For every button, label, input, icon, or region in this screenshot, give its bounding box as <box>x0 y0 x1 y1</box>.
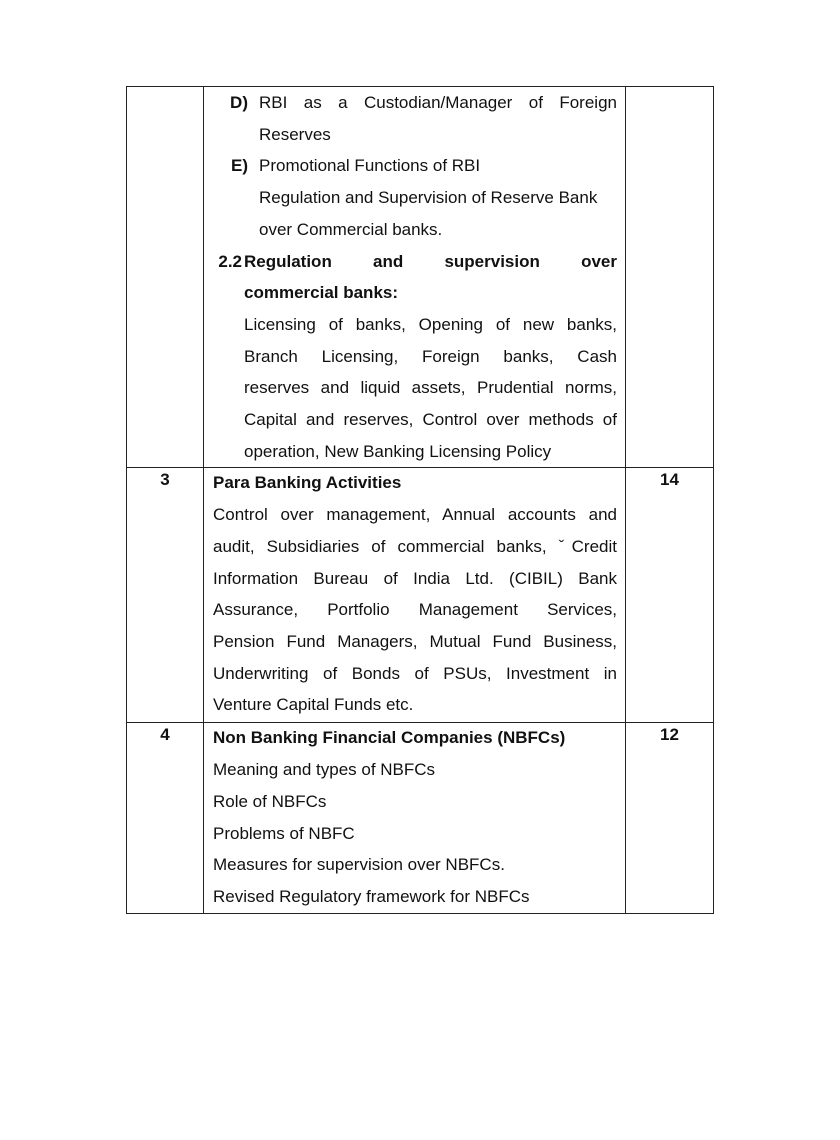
item-text-line: Regulation and Supervision of Reserve Bank <box>259 188 598 208</box>
unit-body-line: Pension Fund Managers, Mutual Fund Business, <box>213 631 617 651</box>
table-row <box>127 87 714 468</box>
lectures-cell <box>626 723 714 914</box>
unit-body-line: Underwriting of Bonds of PSUs, Investment in <box>213 663 617 683</box>
unit-number-cell <box>127 723 204 914</box>
content-cell <box>204 723 626 914</box>
section-heading-line: commercial banks: <box>244 283 399 303</box>
unit-body-line: Information Bureau of India Ltd. (CIBIL) Bank <box>213 568 617 588</box>
content-cell <box>204 468 626 723</box>
unit-title: Para Banking Activities <box>213 473 402 493</box>
table-row <box>127 468 714 723</box>
unit-number-cell <box>127 468 204 723</box>
list-item-d <box>204 87 617 150</box>
section-body-line: Licensing of banks, Opening of new banks, <box>244 314 617 334</box>
section-body-line: Branch Licensing, Foreign banks, Cash <box>244 346 617 366</box>
unit-body-line: Venture Capital Funds etc. <box>213 695 414 715</box>
unit-body-line: Problems of NBFC <box>213 823 355 843</box>
unit-number: 3 <box>160 470 170 490</box>
unit-body-line: Revised Regulatory framework for NBFCs <box>213 886 530 906</box>
unit-body-line: Measures for supervision over NBFCs. <box>213 855 505 875</box>
unit-body-line: Meaning and types of NBFCs <box>213 760 436 780</box>
unit-body-line: audit, Subsidiaries of commercial banks, ˇCredit <box>213 536 617 556</box>
section-number: 2.2 <box>218 251 242 271</box>
item-text-line: over Commercial banks. <box>259 219 443 239</box>
unit-number: 4 <box>160 725 170 745</box>
unit-body-line: Role of NBFCs <box>213 791 327 811</box>
unit-number-cell <box>127 87 204 468</box>
item-text-line: Promotional Functions of RBI <box>259 156 481 176</box>
unit-title: Non Banking Financial Companies (NBFCs) <box>213 728 566 748</box>
section-body-line: Capital and reserves, Control over methods of <box>244 410 617 430</box>
content-cell <box>204 87 626 468</box>
table-row <box>127 723 714 914</box>
section-heading-line: Regulation and supervision over <box>244 251 617 271</box>
section-body-line: reserves and liquid assets, Prudential norms, <box>244 378 617 398</box>
section-body-line: operation, New Banking Licensing Policy <box>244 441 552 461</box>
lectures-cell <box>626 87 714 468</box>
list-item-e <box>204 150 617 245</box>
item-text-line: RBI as a Custodian/Manager of Foreign <box>259 93 617 112</box>
item-label: E) <box>231 156 248 176</box>
lectures-cell <box>626 468 714 723</box>
section-2-2 <box>204 246 617 468</box>
syllabus-table <box>126 86 714 914</box>
item-text-line: Reserves <box>259 124 331 144</box>
unit-body-line: Assurance, Portfolio Management Services, <box>213 600 617 620</box>
lecture-count: 14 <box>660 470 679 490</box>
lecture-count: 12 <box>660 725 679 745</box>
item-label: D) <box>230 93 248 112</box>
unit-body-line: Control over management, Annual accounts and <box>213 505 617 525</box>
